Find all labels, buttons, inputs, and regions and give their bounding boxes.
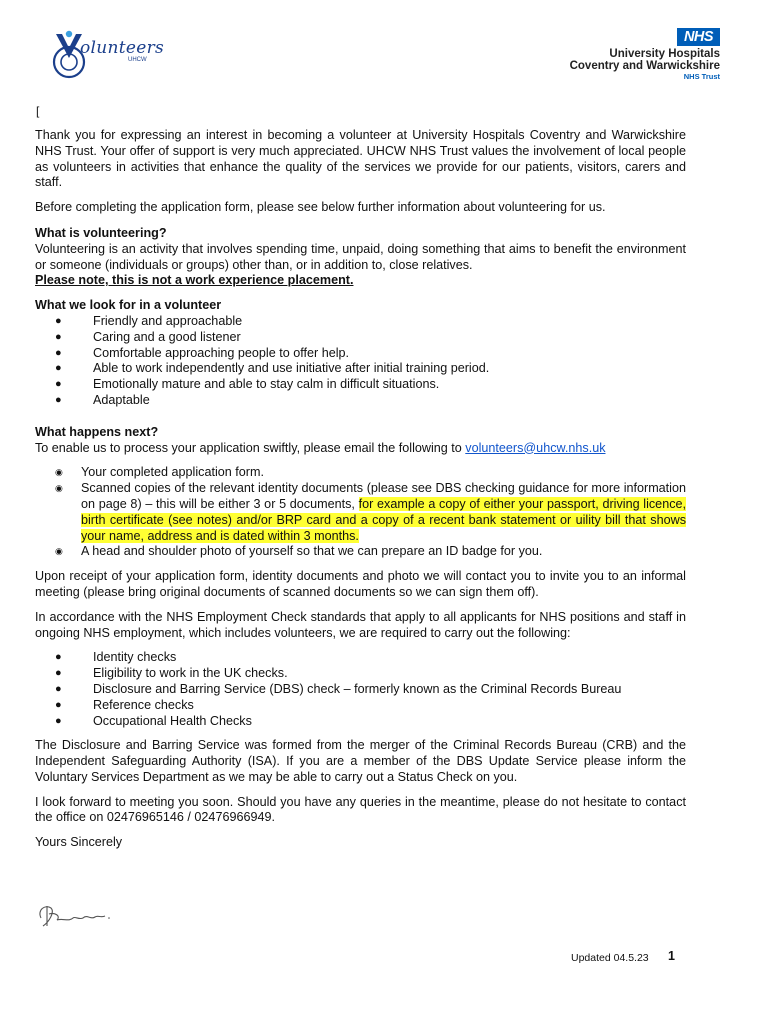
list-item: ◉ Your completed application form. [55,465,264,480]
intro-paragraph: Thank you for expressing an interest in becoming a volunteer at University Hospitals Coventry and Warwickshire NHS Trust. Your offer of support is very much appreciated. UHCW NHS Trust values the involvement of local people as volunteers in activities that enhance the quality of the services we provide for our patients, visitors, carers and staff. [35,128,686,190]
page-number: 1 [668,949,675,963]
logo-subtitle: UHCW [128,57,147,63]
list-item: ● Identity checks [55,650,177,665]
trust-name-line2: Coventry and Warwickshire [569,60,720,72]
volunteering-definition: Volunteering is an activity that involves spending time, unpaid, doing something that aims to benefit the environment or someone (individuals or groups) other than, or in addition to, close relatives. [35,241,686,272]
letter-body [35,128,686,860]
list-item: ● Friendly and approachable [55,313,243,328]
checks-list [35,650,686,729]
list-item: ● Disclosure and Barring Service (DBS) check – formerly known as the Criminal Records Bureau [55,681,622,696]
logo-wordmark: olunteers [80,38,165,58]
list-item: ● Occupational Health Checks [55,713,252,728]
updated-date: Updated 04.5.23 [571,952,649,964]
dbs-paragraph: The Disclosure and Barring Service was formed from the merger of the Criminal Records Bureau (CRB) and the Independent Safeguarding Authority (ISA). If you are a member of the DBS Update Service please inform the Voluntary Services Department as we may be able to carry out a Status Check on you. [35,738,686,784]
list-item: ◉ Scanned copies of the relevant identity documents (please see DBS checking guidance for more information on page 8) – this will be either 3 or 5 documents, for example a copy of either your passport, driving licence, birth certificate (see notes) and/or BRP card and a copy of a recent bank statement or uility bill that shows your name, address and is dated within 3 months. [55,481,686,543]
intro-paragraph-2: Before completing the application form, please see below further information about volunteering for us. [35,200,606,215]
standards-paragraph: In accordance with the NHS Employment Check standards that apply to all applicants for NHS positions and staff in ongoing NHS employment, which includes volunteers, we are required to carry out the following: [35,609,686,640]
list-item: ● Eligibility to work in the UK checks. [55,666,288,681]
sign-off: Yours Sincerely [35,835,123,850]
section-heading: What happens next? [35,424,159,439]
volunteers-email-link[interactable]: volunteers@uhcw.nhs.uk [465,440,606,455]
qualities-list [35,314,686,409]
list-item: ● Able to work independently and use initiative after initial training period. [55,361,490,376]
list-item: ● Reference checks [55,697,194,712]
highlighted-text: for example a copy of either your passport, driving licence, birth certificate (see notes) and/or BRP card and a copy of a recent bank statement or uility bill that shows your name, address and is dated within 3 months. [81,496,686,543]
closing-paragraph: I look forward to meeting you soon. Should you have any queries in the meantime, please do not hesitate to contact the office on 02476965146 / 02476966949. [35,794,686,825]
documents-list [35,465,686,560]
signature-image [35,900,115,934]
trust-name-line1: University Hospitals [609,48,720,60]
nhs-logo: NHS [677,28,720,46]
list-item: ◉ A head and shoulder photo of yourself so that we can prepare an ID badge for you. [55,544,543,559]
section-heading: What is volunteering? [35,225,167,240]
trust-name-line3: NHS Trust [683,72,720,81]
list-item: ● Comfortable approaching people to offer help. [55,345,350,360]
list-item: ● Adaptable [55,392,150,407]
volunteers-logo [52,28,182,88]
list-item: ● Emotionally mature and able to stay calm in difficult situations. [55,377,440,392]
receipt-paragraph: Upon receipt of your application form, identity documents and photo we will contact you to invite you to an informal meeting (please bring original documents of scanned documents so we can sign them off). [35,569,686,599]
work-experience-note: Please note, this is not a work experience placement. [35,273,354,288]
bracket-mark: [ [36,104,40,118]
section-heading: What we look for in a volunteer [35,298,222,313]
next-steps-lead: To enable us to process your application swiftly, please email the following to volunteers@uhcw.nhs.uk [35,440,606,455]
list-item: ● Caring and a good listener [55,329,241,344]
